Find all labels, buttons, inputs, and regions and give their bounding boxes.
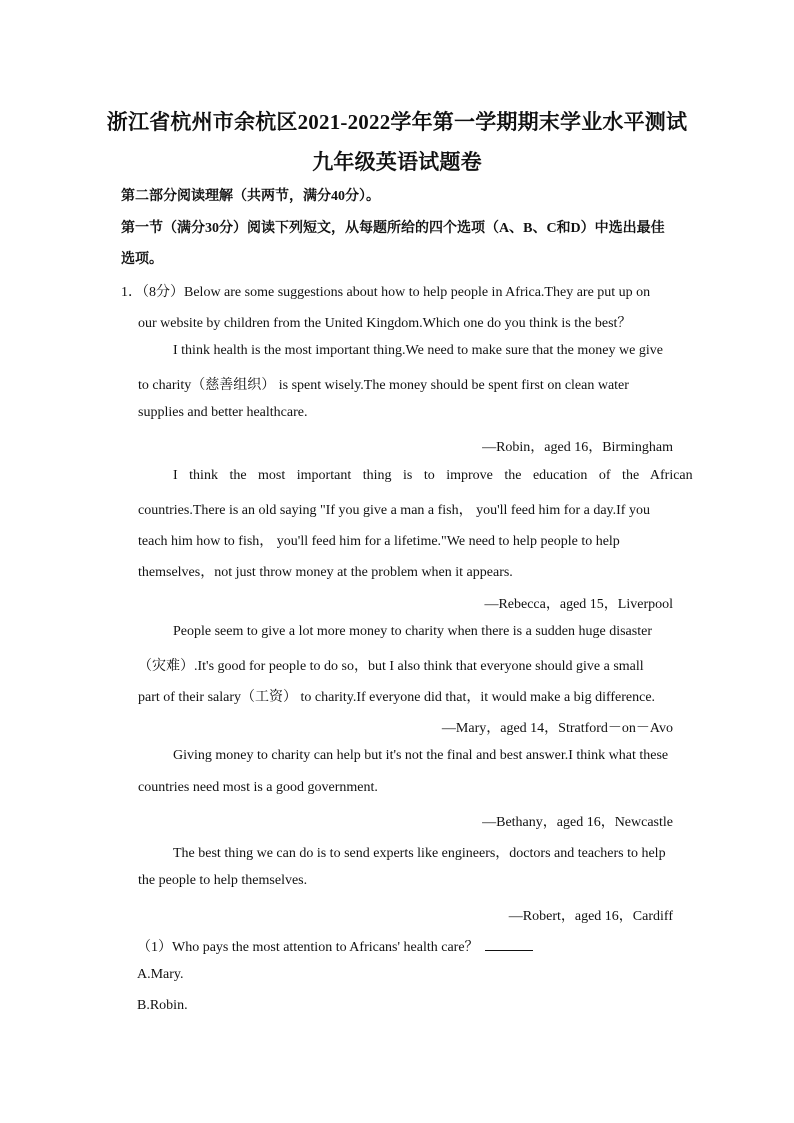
passage-rebecca-line3: teach him how to fish， you'll feed him for a lifetime."We need to help people to help [138,534,620,549]
passage-mary-signature: —Mary，aged 14，Stratford－on－Avo [441,721,673,736]
passage-robin-line2: to charity（慈善组织） is spent wisely.The money should be spent first on clean water [138,378,629,393]
question-intro-line1: 1．（8分）Below are some suggestions about how to help people in Africa.They are put up on [121,285,651,300]
passage-robin-signature: —Robin，aged 16，Birmingham [482,440,673,455]
exam-title-line2: 九年级英语试题卷 [312,150,482,174]
section-instruction-line1: 第一节（满分30分）阅读下列短文，从每题所给的四个选项（A、B、C和D）中选出最佳 [121,221,665,236]
answer-blank[interactable] [485,938,533,951]
passage-bethany-line2: countries need most is a good government. [138,780,378,795]
passage-robert-line2: the people to help themselves. [138,873,308,888]
passage-robin-line1: I think health is the most important thing.We need to make sure that the money we give [173,343,663,358]
section-instruction-line2: 选项。 [121,252,163,267]
passage-robin-line3: supplies and better healthcare. [138,405,308,420]
sub-question-stem [137,936,533,956]
passage-rebecca-signature: —Rebecca，aged 15，Liverpool [484,597,673,612]
sub-question-text: （1）Who pays the most attention to Africans' health care？ [137,940,479,955]
part-heading: 第二部分阅读理解（共两节，满分40分）。 [121,189,380,204]
option-b: B.Robin. [137,998,188,1013]
passage-rebecca-line1: I think the most important thing is to improve the education of the African [173,468,693,483]
question-intro-line2: our website by children from the United Kingdom.Which one do you think is the best？ [138,316,632,331]
option-a: A.Mary. [137,967,184,982]
passage-robert-signature: —Robert，aged 16，Cardiff [508,909,673,924]
passage-rebecca-line4: themselves，not just throw money at the problem when it appears. [138,565,513,580]
exam-title-line1: 浙江省杭州市余杭区2021-2022学年第一学期期末学业水平测试 [106,110,688,134]
passage-robert-line1: The best thing we can do is to send experts like engineers，doctors and teachers to help [173,846,666,861]
passage-rebecca-line2: countries.There is an old saying "If you give a man a fish， you'll feed him for a day.If you [138,503,650,518]
passage-mary-line3: part of their salary（工资） to charity.If everyone did that，it would make a big difference. [138,690,656,705]
passage-mary-line1: People seem to give a lot more money to charity when there is a sudden huge disaster [173,624,652,639]
passage-mary-line2: （灾难）.It's good for people to do so，but I also think that everyone should give a small [138,659,644,674]
passage-bethany-signature: —Bethany，aged 16，Newcastle [482,815,673,830]
passage-bethany-line1: Giving money to charity can help but it's not the final and best answer.I think what these [173,748,669,763]
